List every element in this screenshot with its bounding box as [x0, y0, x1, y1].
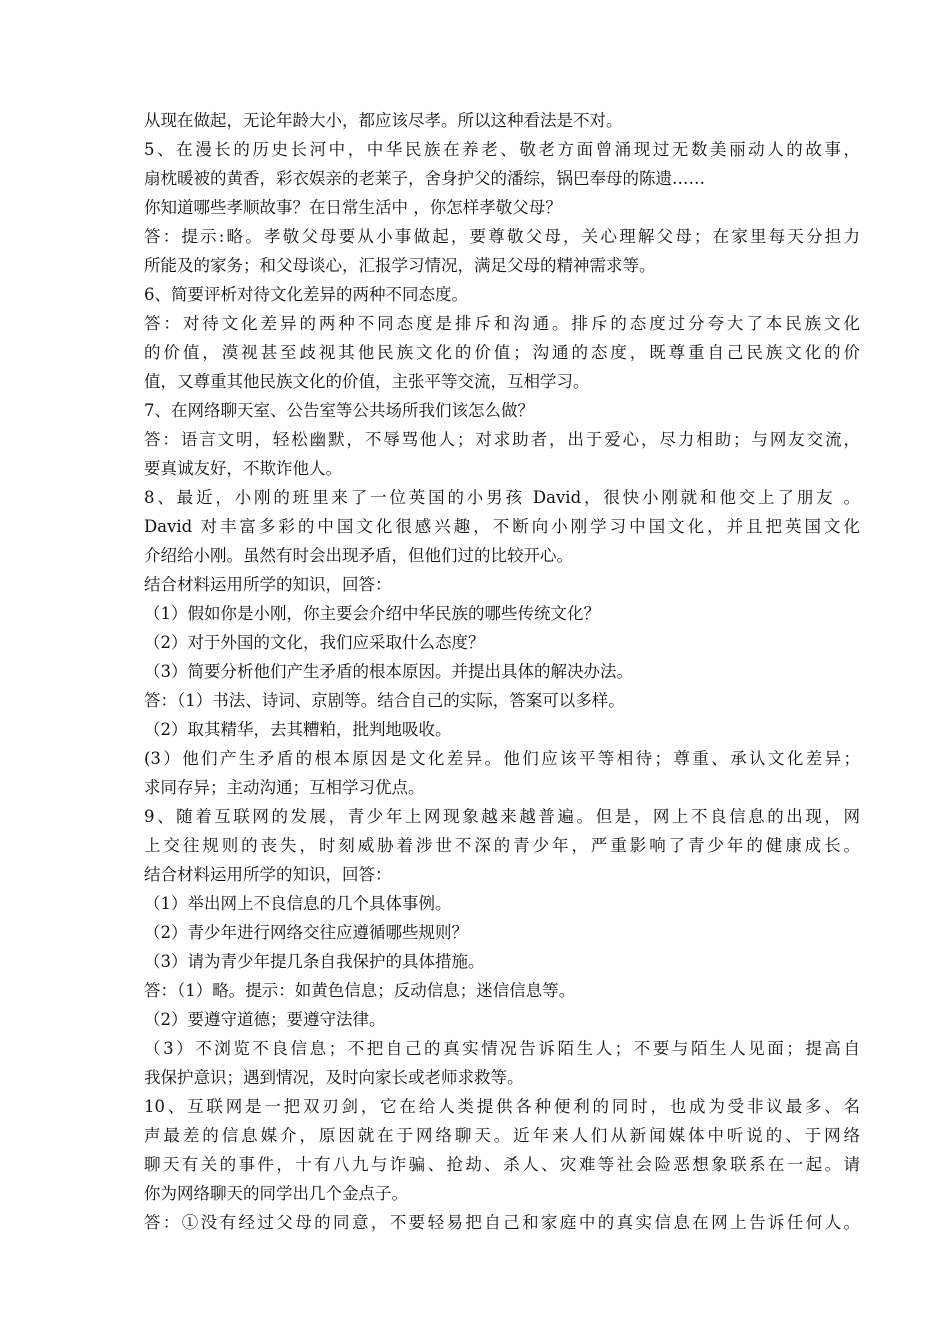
- text-line: 上交往规则的丧失，时刻威胁着涉世不深的青少年，严重影响了青少年的健康成长。: [144, 836, 860, 855]
- text-line: （2）取其精华，去其糟粕，批判地吸收。: [144, 720, 452, 739]
- text-line: 7、在网络聊天室、公告室等公共场所我们该怎么做？: [144, 401, 534, 420]
- text-line: 所能及的家务；和父母谈心，汇报学习情况，满足父母的精神需求等。: [144, 256, 656, 275]
- text-line: （1）假如你是小刚，你主要会介绍中华民族的哪些传统文化？: [144, 604, 600, 623]
- text-line: 答：提示:略。孝敬父母要从小事做起，要尊敬父母，关心理解父母；在家里每天分担力: [144, 227, 860, 246]
- text-line: 结合材料运用所学的知识，回答：: [144, 575, 392, 594]
- text-line: （3）请为青少年提几条自我保护的具体措施。: [144, 952, 485, 971]
- text-line: 答：（1）略。提示：如黄色信息；反动信息；迷信信息等。: [144, 981, 576, 1000]
- text-line: 值，又尊重其他民族文化的价值，主张平等交流，互相学习。: [144, 372, 590, 391]
- text-line: 你为网络聊天的同学出几个金点子。: [144, 1184, 408, 1203]
- text-line: 你知道哪些孝顺故事？在日常生活中 ，你怎样孝敬父母？: [144, 198, 562, 217]
- text-line: 聊天有关的事件，十有八九与诈骗、抢劫、杀人、灾难等社会险恶想象联系在一起。请: [144, 1155, 860, 1174]
- text-line: 结合材料运用所学的知识，回答：: [144, 865, 392, 884]
- text-line: （3）简要分析他们产生矛盾的根本原因。并提出具体的解决办法。: [144, 662, 633, 681]
- text-line: （2）青少年进行网络交往应遵循哪些规则？: [144, 923, 468, 942]
- text-line: （1）举出网上不良信息的几个具体事例。: [144, 894, 452, 913]
- text-line: 8、最近，小刚的班里来了一位英国的小男孩 David，很快小刚就和他交上了朋友 。: [144, 488, 860, 507]
- text-line: 扇枕暖被的黄香，彩衣娱亲的老莱子，舍身护父的潘综，锅巴奉母的陈遗……: [144, 169, 705, 188]
- text-line: 答：（1）书法、诗词、京剧等。结合自己的实际，答案可以多样。: [144, 691, 625, 710]
- text-line: 答：①没有经过父母的同意，不要轻易把自己和家庭中的真实信息在网上告诉任何人。: [144, 1213, 860, 1232]
- text-line: 要真诚友好，不欺诈他人。: [144, 459, 342, 478]
- text-line: 我保护意识；遇到情况，及时向家长或老师求救等。: [144, 1068, 524, 1087]
- document-body: [144, 106, 860, 1237]
- text-line: 10、互联网是一把双刃剑，它在给人类提供各种便利的同时，也成为受非议最多、名: [144, 1097, 860, 1116]
- text-line: 答：语言文明，轻松幽默，不辱骂他人；对求助者，出于爱心，尽力相助；与网友交流，: [144, 430, 860, 449]
- text-line: 6、简要评析对待文化差异的两种不同态度。: [144, 285, 468, 304]
- text-line: 9、随着互联网的发展，青少年上网现象越来越普遍。但是，网上不良信息的出现，网: [144, 807, 860, 826]
- text-line: 的价值，漠视甚至歧视其他民族文化的价值；沟通的态度，既尊重自己民族文化的价: [144, 343, 860, 362]
- text-line: （2）要遵守道德；要遵守法律。: [144, 1010, 386, 1029]
- text-line: 从现在做起，无论年龄大小，都应该尽孝。所以这种看法是不对。: [144, 111, 623, 130]
- text-line: 答：对待文化差异的两种不同态度是排斥和沟通。排斥的态度过分夸大了本民族文化: [144, 314, 860, 333]
- text-line: David 对丰富多彩的中国文化很感兴趣，不断向小刚学习中国文化，并且把英国文化: [144, 517, 860, 536]
- text-line: 求同存异；主动沟通；互相学习优点。: [144, 778, 425, 797]
- text-line: (3）他们产生矛盾的根本原因是文化差异。他们应该平等相待；尊重、承认文化差异；: [144, 749, 860, 768]
- text-line: （3）不浏览不良信息；不把自己的真实情况告诉陌生人；不要与陌生人见面；提高自: [144, 1039, 860, 1058]
- text-line: 介绍给小刚。虽然有时会出现矛盾，但他们过的比较开心。: [144, 546, 573, 565]
- text-line: （2）对于外国的文化，我们应采取什么态度？: [144, 633, 485, 652]
- text-line: 声最差的信息媒介，原因就在于网络聊天。近年来人们从新闻媒体中听说的、于网络: [144, 1126, 860, 1145]
- text-line: 5、在漫长的历史长河中，中华民族在养老、敬老方面曾涌现过无数美丽动人的故事，: [144, 140, 860, 159]
